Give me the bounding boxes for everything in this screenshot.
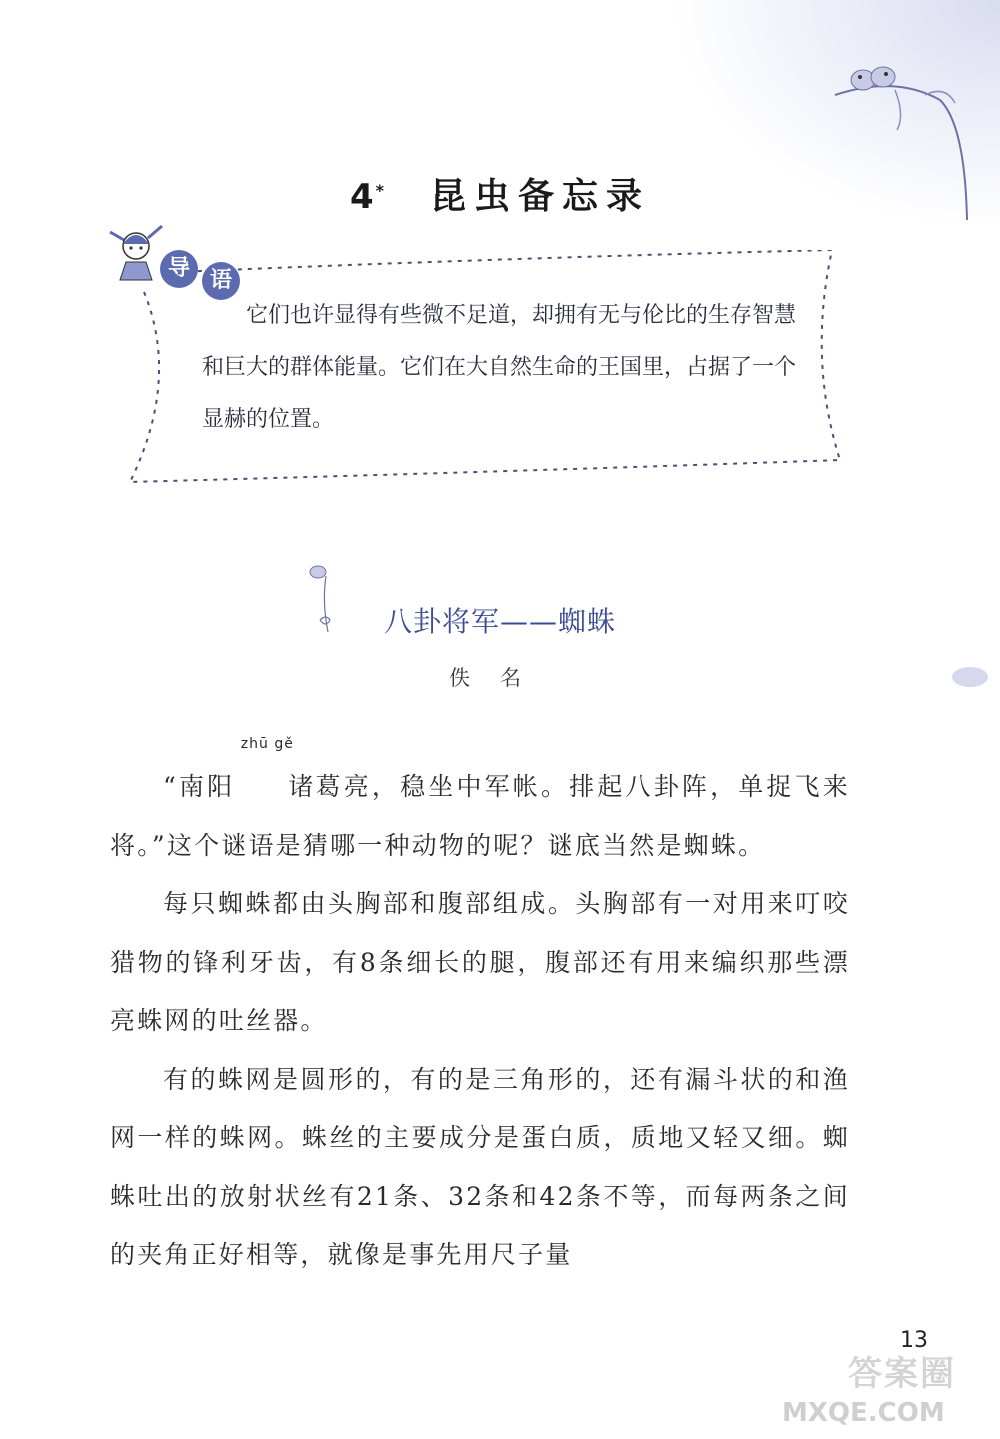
paragraph-3: 有的蛛网是圆形的，有的是三角形的，还有漏斗状的和渔网一样的蛛网。蛛丝的主要成分是蛋白质，质地又轻又细。蜘蛛吐出的放射状丝有21条、32条和42条不等，而每两条之间的夹角正好相等，就像是事先用尺子量 (110, 1064, 850, 1269)
intro-badge-yu: 语 (202, 262, 240, 300)
paragraph-2: 每只蜘蛛都由头胸部和腹部组成。头胸部有一对用来叮咬猎物的锋利牙齿，有8条细长的腿，腹部还有用来编织那些漂亮蛛网的吐丝器。 (110, 889, 850, 1035)
page-number: 13 (900, 1328, 928, 1353)
lesson-title (0, 168, 1000, 219)
story-title: 八卦将军——蜘蛛 (383, 605, 616, 638)
pinyin-annotation: zhū gě (240, 736, 294, 752)
watermark-logo: 答案圈 (848, 1354, 956, 1394)
lesson-mark: * (375, 180, 385, 200)
ruby-word: zhū gě 诸葛 (235, 758, 342, 817)
paragraph-1: “南阳 zhū gě 诸葛亮，稳坐中军帐。排起八卦阵，单捉飞来将。”这个谜语是猜哪一种动物的呢？谜底当然是蜘蛛。 (110, 736, 850, 860)
intro-text: 它们也许显得有些微不足道，却拥有无与伦比的生存智慧和巨大的群体能量。它们在大自然生命的王国里，占据了一个显赫的位置。 (202, 303, 797, 432)
body-text (110, 736, 850, 1285)
lesson-title-text: 昆虫备忘录 (430, 176, 651, 217)
story-author: 佚名 (449, 666, 551, 690)
lesson-number: 4 * (349, 177, 385, 217)
watermark-url: MXQE.COM (782, 1398, 945, 1428)
intro-box (120, 250, 860, 490)
intro-badge-dao: 导 (160, 250, 198, 288)
